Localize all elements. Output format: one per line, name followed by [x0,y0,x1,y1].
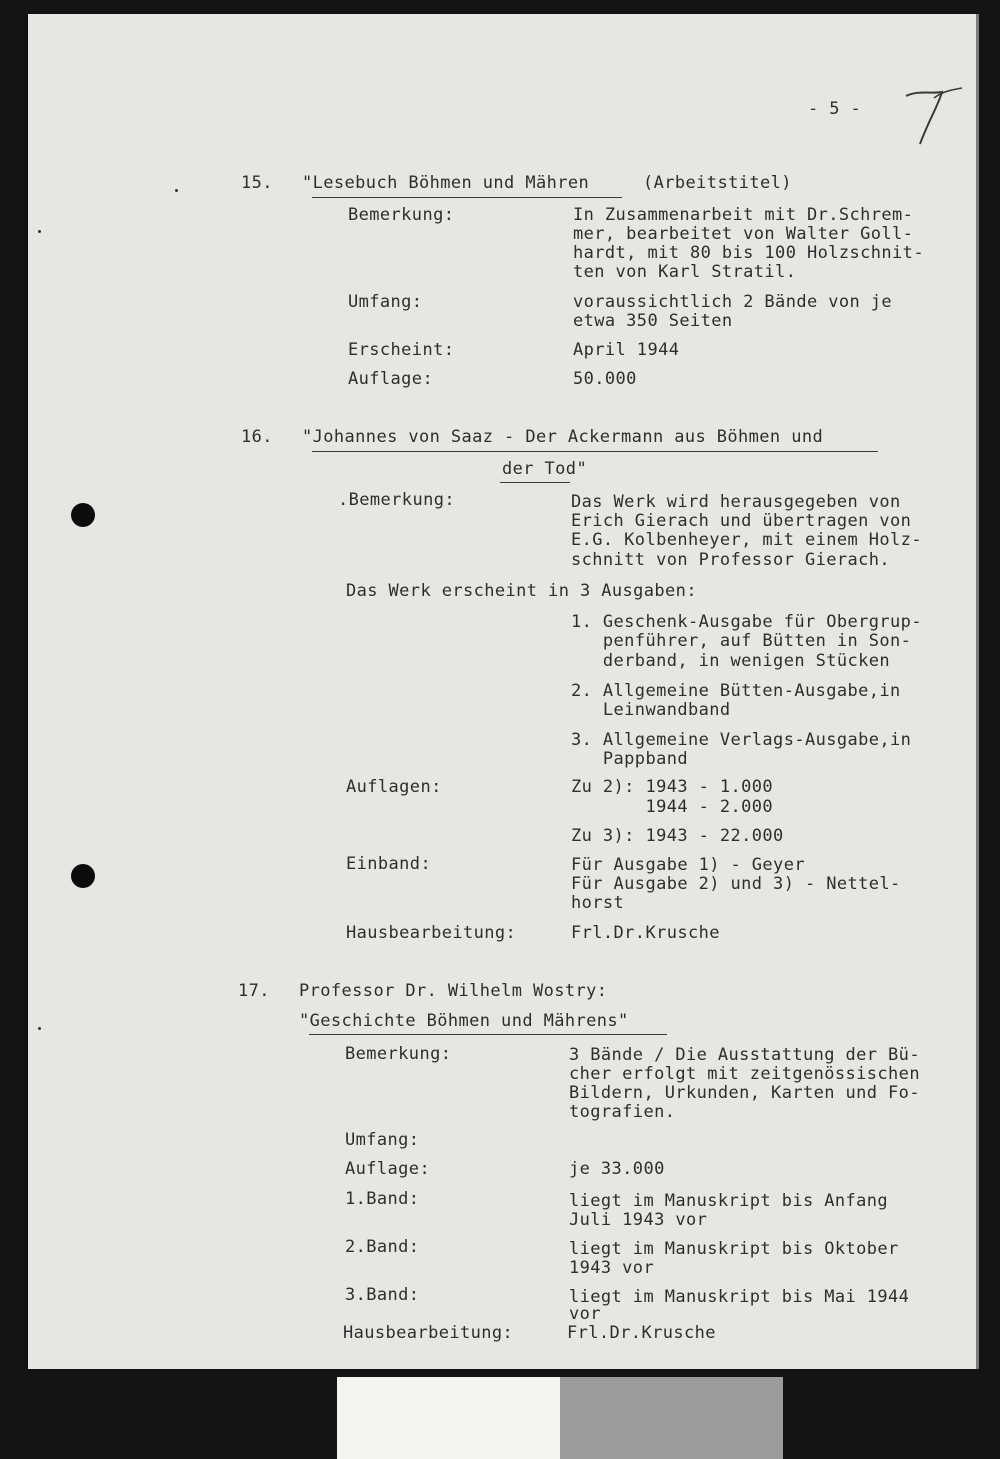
field-value: Erich Gierach und übertragen von [571,511,912,531]
field-value: Bildern, Urkunden, Karten und Fo- [569,1083,920,1103]
entry-title: "Lesebuch Böhmen und Mähren [302,173,590,193]
field-value: cher erfolgt mit zeitgenössischen [569,1064,920,1084]
list-item: derband, in wenigen Stücken [571,651,891,671]
entry-title: "Johannes von Saaz - Der Ackermann aus Böhmen und [302,427,824,447]
entry-number: 15. [241,173,273,193]
field-value: liegt im Manuskript bis Oktober [569,1239,899,1259]
field-value: Für Ausgabe 1) - Geyer [571,855,805,875]
field-label: 1.Band: [345,1189,420,1209]
field-label: Umfang: [348,292,423,312]
field-value: Für Ausgabe 2) und 3) - Nettel- [571,874,901,894]
list-item: Pappband [571,749,688,769]
title-underline [500,482,570,483]
paper-speck [38,230,41,233]
field-value: etwa 350 Seiten [573,311,733,331]
list-item: 1. Geschenk-Ausgabe für Obergrup- [571,612,922,632]
paper-speck [38,1027,41,1030]
field-value: April 1944 [573,340,680,360]
punch-hole-bottom [71,864,95,888]
field-value: liegt im Manuskript bis Anfang [569,1191,889,1211]
field-label: Hausbearbeitung: [346,923,517,943]
field-value: Zu 3): 1943 - 22.000 [571,826,784,846]
field-label: Erscheint: [348,340,455,360]
calibration-card-white [337,1377,560,1459]
entry-author: Professor Dr. Wilhelm Wostry: [299,981,608,1001]
field-value: ten von Karl Stratil. [573,262,797,282]
field-label: Einband: [346,854,432,874]
field-label: Auflage: [348,369,434,389]
field-label: Umfang: [345,1130,420,1150]
punch-hole-top [71,503,95,527]
entry-number: 16. [241,427,273,447]
title-underline [312,451,878,452]
field-label: Auflage: [345,1159,431,1179]
field-value: 50.000 [573,369,637,389]
field-value: In Zusammenarbeit mit Dr.Schrem- [573,205,914,225]
field-value: E.G. Kolbenheyer, mit einem Holz- [571,530,922,550]
field-label: 3.Band: [345,1285,420,1305]
field-label: .Bemerkung: [338,490,455,510]
title-underline [312,197,622,198]
field-label: 2.Band: [345,1237,420,1257]
field-value: liegt im Manuskript bis Mai 1944 [569,1287,910,1307]
list-item: 3. Allgemeine Verlags-Ausgabe,in [571,730,912,750]
entry-title-cont: der Tod" [502,459,588,479]
field-value: vor [569,1304,601,1324]
list-item: Leinwandband [571,700,731,720]
field-value: Zu 2): 1943 - 1.000 [571,777,774,797]
field-value: 1943 vor [569,1258,655,1278]
page-edge [976,14,979,1369]
field-value: tografien. [569,1102,676,1122]
field-value: Frl.Dr.Krusche [571,923,720,943]
field-value: mer, bearbeitet von Walter Goll- [573,224,914,244]
field-value: hardt, mit 80 bis 100 Holzschnit- [573,243,924,263]
field-value: Juli 1943 vor [569,1210,708,1230]
page-number: - 5 - [808,99,862,119]
entry-title-note: (Arbeitstitel) [643,173,792,193]
field-label: Bemerkung: [345,1044,452,1064]
field-value: 1944 - 2.000 [571,797,774,817]
handwritten-mark-icon [898,84,970,148]
ausgaben-intro: Das Werk erscheint in 3 Ausgaben: [346,581,697,601]
field-value: Das Werk wird herausgegeben von [571,492,901,512]
field-label: Hausbearbeitung: [343,1323,514,1343]
field-value: Frl.Dr.Krusche [567,1323,716,1343]
paper-speck [175,189,178,192]
title-underline [309,1034,667,1035]
field-value: 3 Bände / Die Ausstattung der Bü- [569,1045,920,1065]
field-label: Auflagen: [346,777,442,797]
field-label: Bemerkung: [348,205,455,225]
field-value: je 33.000 [569,1159,665,1179]
calibration-card-grey [560,1377,783,1459]
field-value: schnitt von Professor Gierach. [571,550,891,570]
entry-title: "Geschichte Böhmen und Mährens" [299,1011,629,1031]
field-value: voraussichtlich 2 Bände von je [573,292,893,312]
field-value: horst [571,893,625,913]
list-item: 2. Allgemeine Bütten-Ausgabe,in [571,681,901,701]
list-item: penführer, auf Bütten in Son- [571,631,912,651]
entry-number: 17. [238,981,270,1001]
